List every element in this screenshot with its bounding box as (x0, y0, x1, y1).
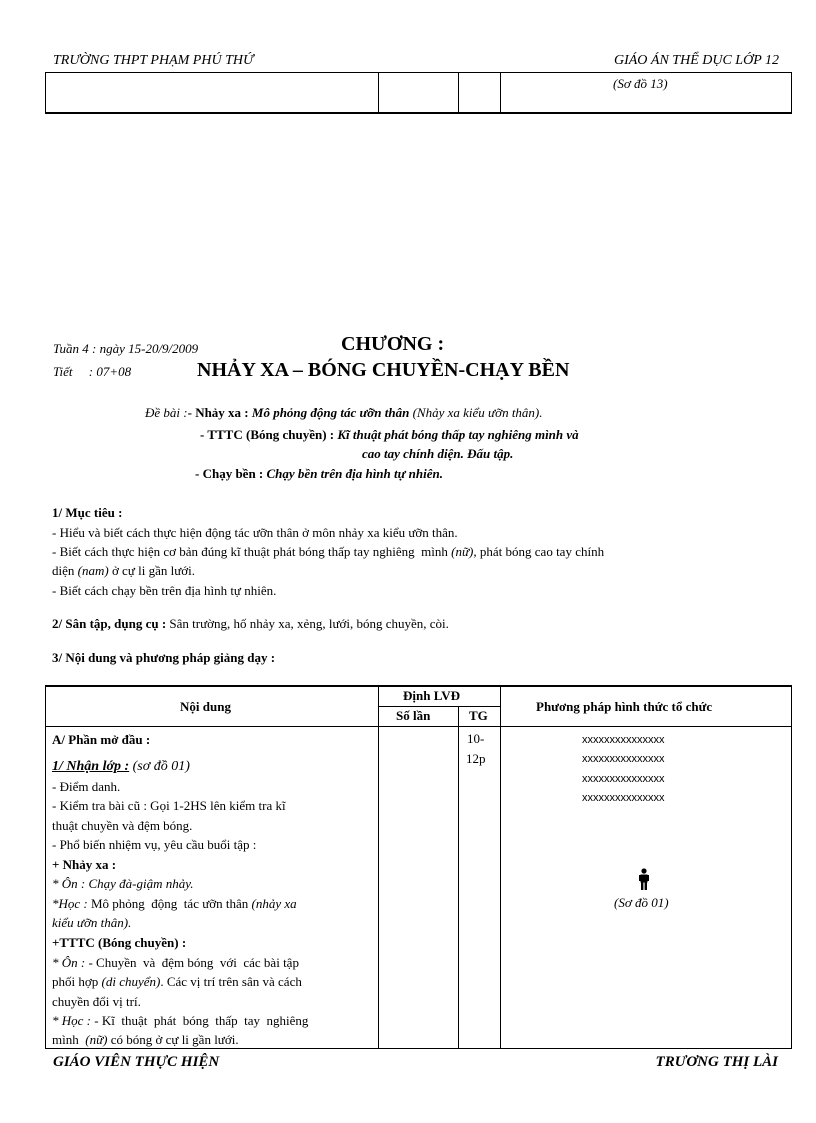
content-line: * Ôn : - Chuyền và đệm bóng với các bài tập (52, 955, 299, 970)
chapter-label: CHƯƠNG : (341, 333, 445, 355)
week-date: Tuần 4 : ngày 15-20/9/2009 (53, 341, 199, 356)
content-line: *Học : Mô phỏng động tác ưỡn thân (nhảy xa (52, 896, 297, 911)
topic-line-3: - Chạy bền : Chạy bền trên địa hình tự nhiên. (195, 466, 443, 481)
content-line: - Kiểm tra bài cũ : Gọi 1-2HS lên kiểm tra kĩ (52, 798, 286, 813)
formation-row: xxxxxxxxxxxxxxx (582, 734, 665, 746)
content-line: thuật chuyền và đệm bóng. (52, 818, 193, 833)
content-line: + Nhảy xa : (52, 857, 117, 872)
content-line: - Phổ biến nhiệm vụ, yêu cầu buổi tập : (52, 837, 257, 852)
school-name: TRƯỜNG THPT PHẠM PHÚ THỨ (53, 53, 254, 68)
tg-value-1: 10- (467, 731, 485, 746)
header-rule (45, 72, 792, 73)
objective-3: - Biết cách chạy bền trên địa hình tự nhiên. (52, 583, 277, 598)
part-a-heading: A/ Phần mở đầu : (52, 732, 151, 747)
content-line: kiểu ưỡn thân). (52, 915, 132, 930)
content-line: mình (nữ) có bóng ở cự li gần lưới. (52, 1032, 239, 1047)
objective-2: - Biết cách thực hiện cơ bản đúng kĩ thuật phát bóng thấp tay nghiêng mình (nữ), phát bóng cao tay chính (52, 544, 605, 559)
topic-line-2: - TTTC (Bóng chuyền) : Kĩ thuật phát bóng thấp tay nghiêng mình và (200, 427, 579, 442)
col-method-header: Phương pháp hình thức tổ chức (536, 699, 713, 714)
roll-call-heading: 1/ Nhận lớp : (sơ đồ 01) (52, 759, 190, 774)
col-times-header: Số lần (396, 708, 431, 723)
tg-value-2: 12p (466, 751, 486, 766)
objective-1: - Hiểu và biết cách thực hiện động tác ưỡn thân ở môn nhảy xa kiểu ưỡn thân. (52, 525, 458, 540)
content-heading: 3/ Nội dung và phương pháp giảng dạy : (52, 650, 276, 665)
formation-row: xxxxxxxxxxxxxxx (582, 773, 665, 785)
content-line: * Ôn : Chạy đà-giậm nhảy. (52, 876, 194, 891)
footer-teacher-label: GIÁO VIÊN THỰC HIỆN (53, 1054, 220, 1070)
content-line: phối hợp (di chuyển). Các vị trí trên sân và cách (52, 974, 302, 989)
formation-row: xxxxxxxxxxxxxxx (582, 792, 665, 804)
subject-title: GIÁO ÁN THỂ DỤC LỚP 12 (613, 53, 779, 68)
teacher-figure-icon (638, 868, 650, 890)
col-content-header: Nội dung (180, 699, 231, 714)
formation-row: xxxxxxxxxxxxxxx (582, 753, 665, 765)
objectives-heading: 1/ Mục tiêu : (52, 505, 123, 520)
content-line: +TTTC (Bóng chuyền) : (52, 935, 187, 950)
col-dose-header: Định LVĐ (403, 688, 460, 703)
content-line: * Học : - Kĩ thuật phát bóng thấp tay nghiêng (52, 1013, 309, 1028)
lesson-title: NHẢY XA – BÓNG CHUYỀN-CHẠY BỀN (197, 359, 570, 381)
top-diagram-note: (Sơ đồ 13) (613, 76, 668, 91)
equipment-line: 2/ Sân tập, dụng cụ : Sân trường, hố nhảy xa, xẻng, lưới, bóng chuyền, còi. (52, 616, 449, 631)
col-time-header: TG (469, 708, 488, 723)
period-label: Tiết : 07+08 (53, 364, 132, 379)
diagram-note-01: (Sơ đồ 01) (614, 895, 669, 910)
topic-line-1: Đề bài :- Nhảy xa : Mô phỏng động tác ưỡn thân (Nhảy xa kiểu ưỡn thân). (145, 405, 543, 420)
footer-teacher-name: TRƯƠNG THỊ LÀI (655, 1054, 778, 1070)
objective-2-cont: diện (nam) ở cự li gần lưới. (52, 563, 196, 578)
content-line: chuyền đổi vị trí. (52, 994, 141, 1009)
content-line: - Điểm danh. (52, 779, 121, 794)
topic-line-2b: cao tay chính diện. Đấu tập. (362, 446, 514, 461)
